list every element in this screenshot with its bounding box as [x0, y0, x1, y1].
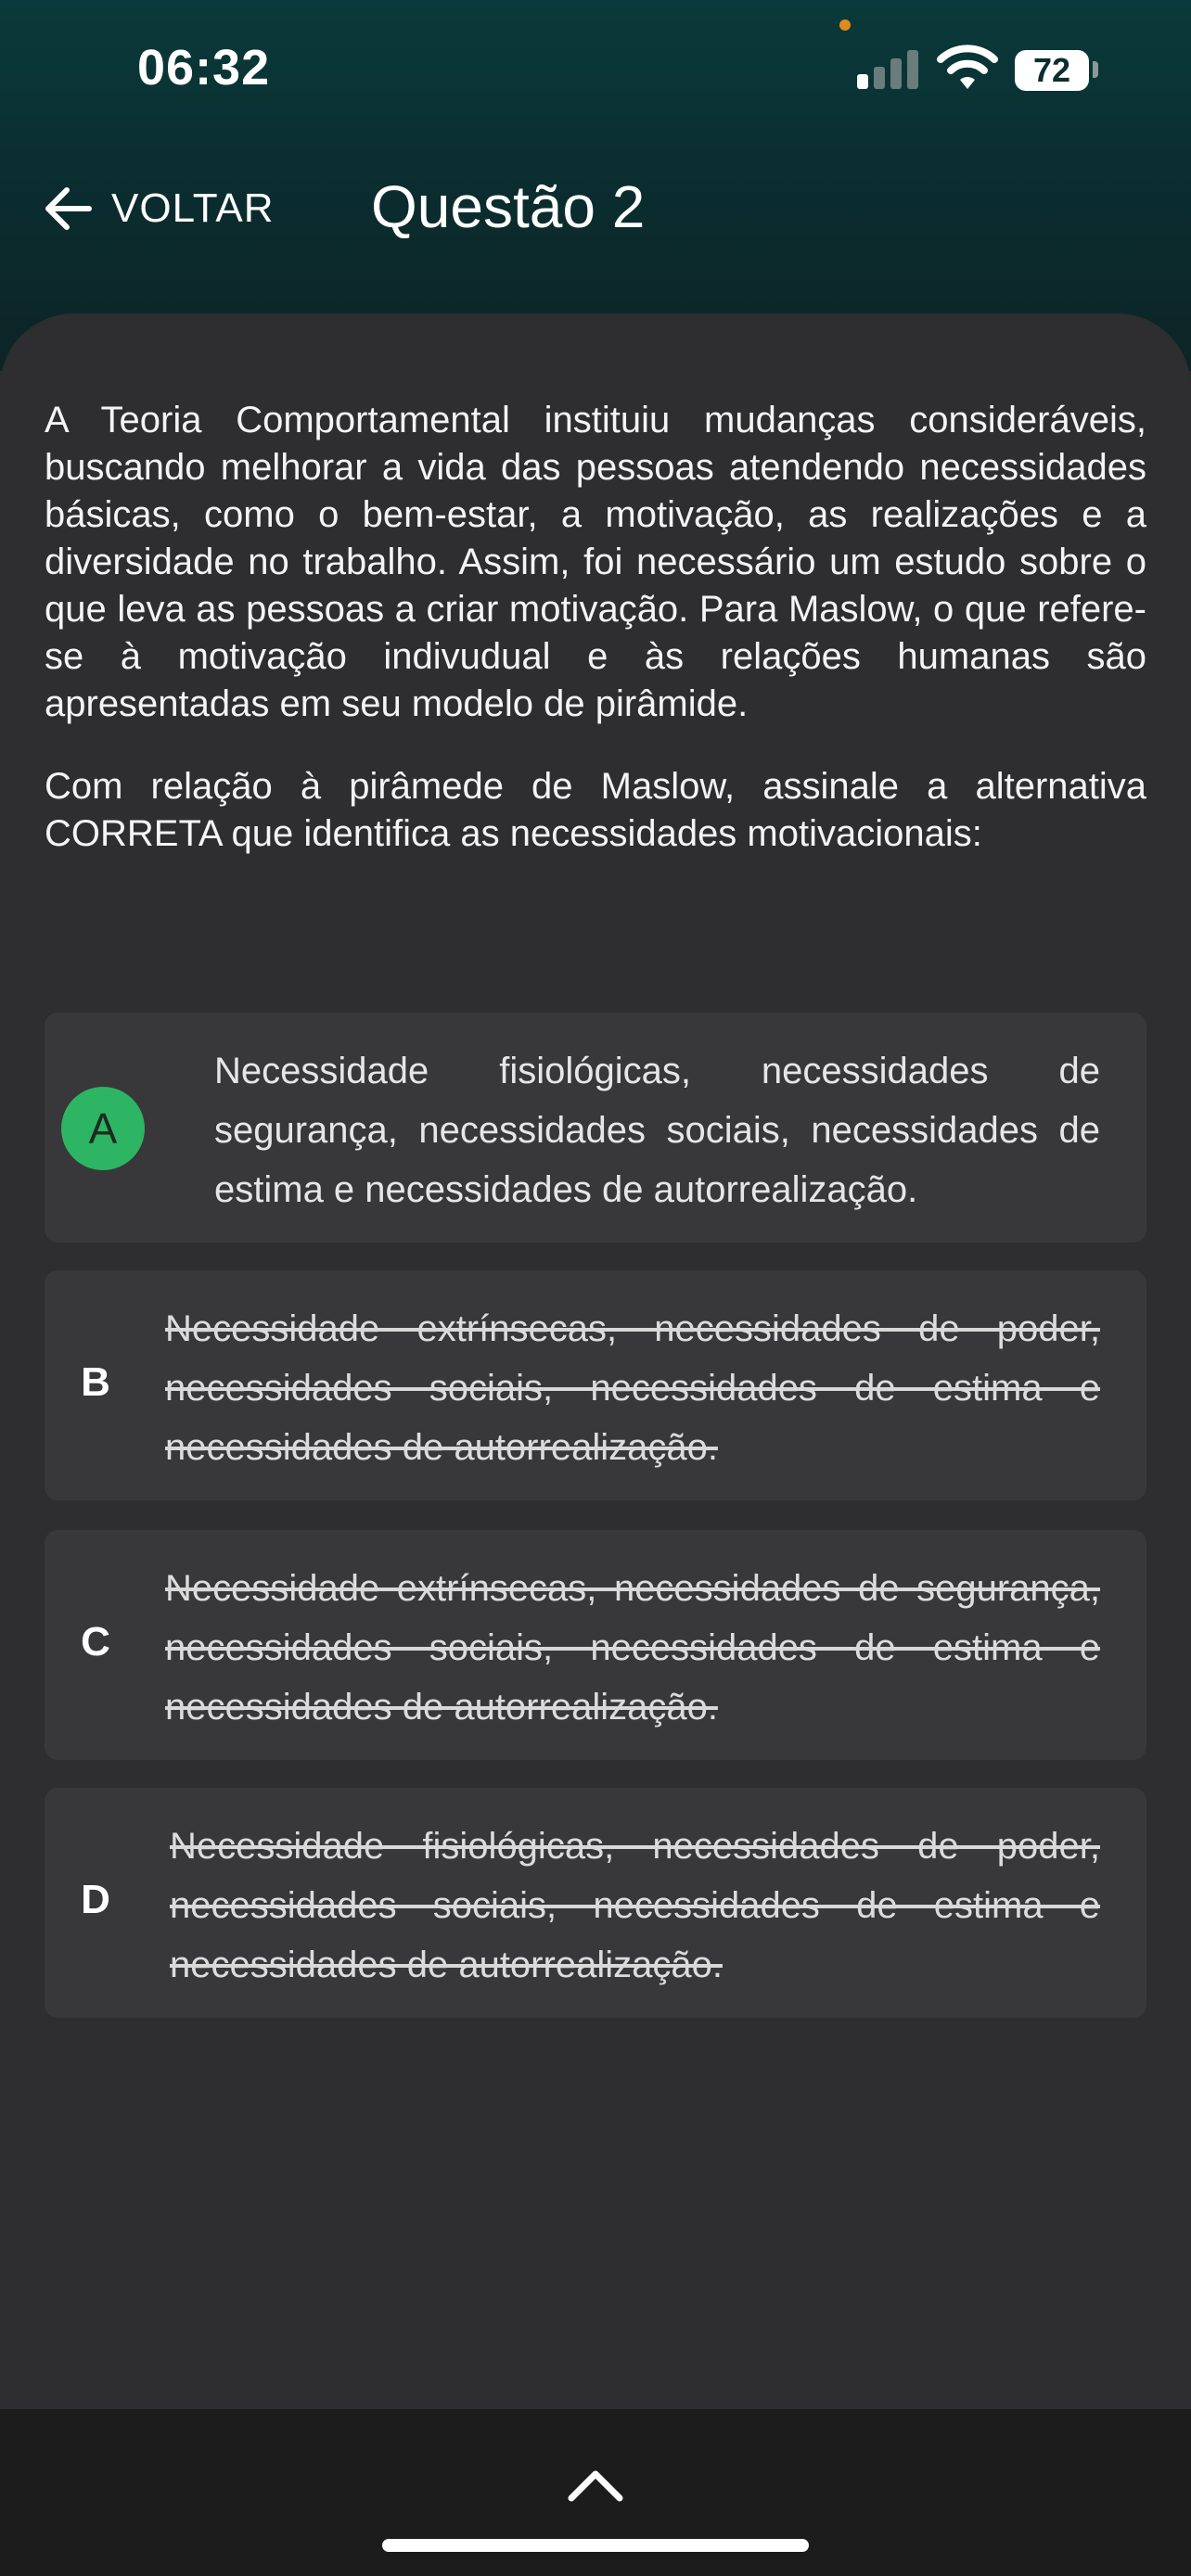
question-paragraph-1: A Teoria Comportamental instituiu mudanças consideráveis, buscando melhorar a vida das pessoas atendendo necessidades básicas, como o bem-estar, a motivação, as realizações e a diversidade no trabalho. Assim, foi necessário um estudo sobre o que leva as pessoas a criar motivação. Para Maslow, o que refere-se à motivação indivudual e às relações humanas são apresentadas em seu modelo de pirâmide. [45, 400, 1146, 724]
option-b-text: Necessidade extrínsecas, necessidades de poder, necessidades sociais, necessidades de estima e necessidades de autorrealização. [165, 1308, 1100, 1468]
option-d-text: Necessidade fisiológicas, necessidades de poder, necessidades sociais, necessidades de estima e necessidades de autorrealização. [170, 1826, 1100, 1985]
battery-icon: 72 [1015, 50, 1089, 91]
home-indicator [382, 2539, 809, 2552]
wifi-icon [935, 45, 1000, 91]
option-d[interactable] [45, 1788, 1146, 2018]
page-title: Questão 2 [371, 173, 646, 240]
arrow-left-icon [41, 181, 96, 236]
option-b[interactable] [45, 1270, 1146, 1500]
camera-indicator-icon [839, 19, 851, 31]
option-b-letter: B [81, 1359, 110, 1405]
back-button[interactable] [41, 176, 275, 241]
cellular-signal-icon [857, 48, 920, 89]
option-c[interactable] [45, 1530, 1146, 1760]
option-a[interactable] [45, 1013, 1146, 1243]
battery-tip [1093, 61, 1098, 78]
option-c-letter: C [81, 1619, 110, 1664]
status-time: 06:32 [137, 40, 271, 96]
question-paragraph-2: Com relação à pirâmede de Maslow, assinale a alternativa CORRETA que identifica as necessidades motivacionais: [45, 766, 1146, 854]
option-a-text: Necessidade fisiológicas, necessidades de segurança, necessidades sociais, necessidades de estima e necessidades de autorrealização. [214, 1051, 1100, 1210]
option-a-letter-badge: A [61, 1087, 145, 1170]
option-d-letter: D [81, 1877, 110, 1922]
back-label: VOLTAR [111, 185, 275, 231]
option-c-text: Necessidade extrínsecas, necessidades de segurança, necessidades sociais, necessidades de estima e necessidades de autorrealização. [165, 1568, 1100, 1728]
question-text [45, 397, 1146, 893]
chevron-up-icon[interactable] [566, 2467, 625, 2504]
